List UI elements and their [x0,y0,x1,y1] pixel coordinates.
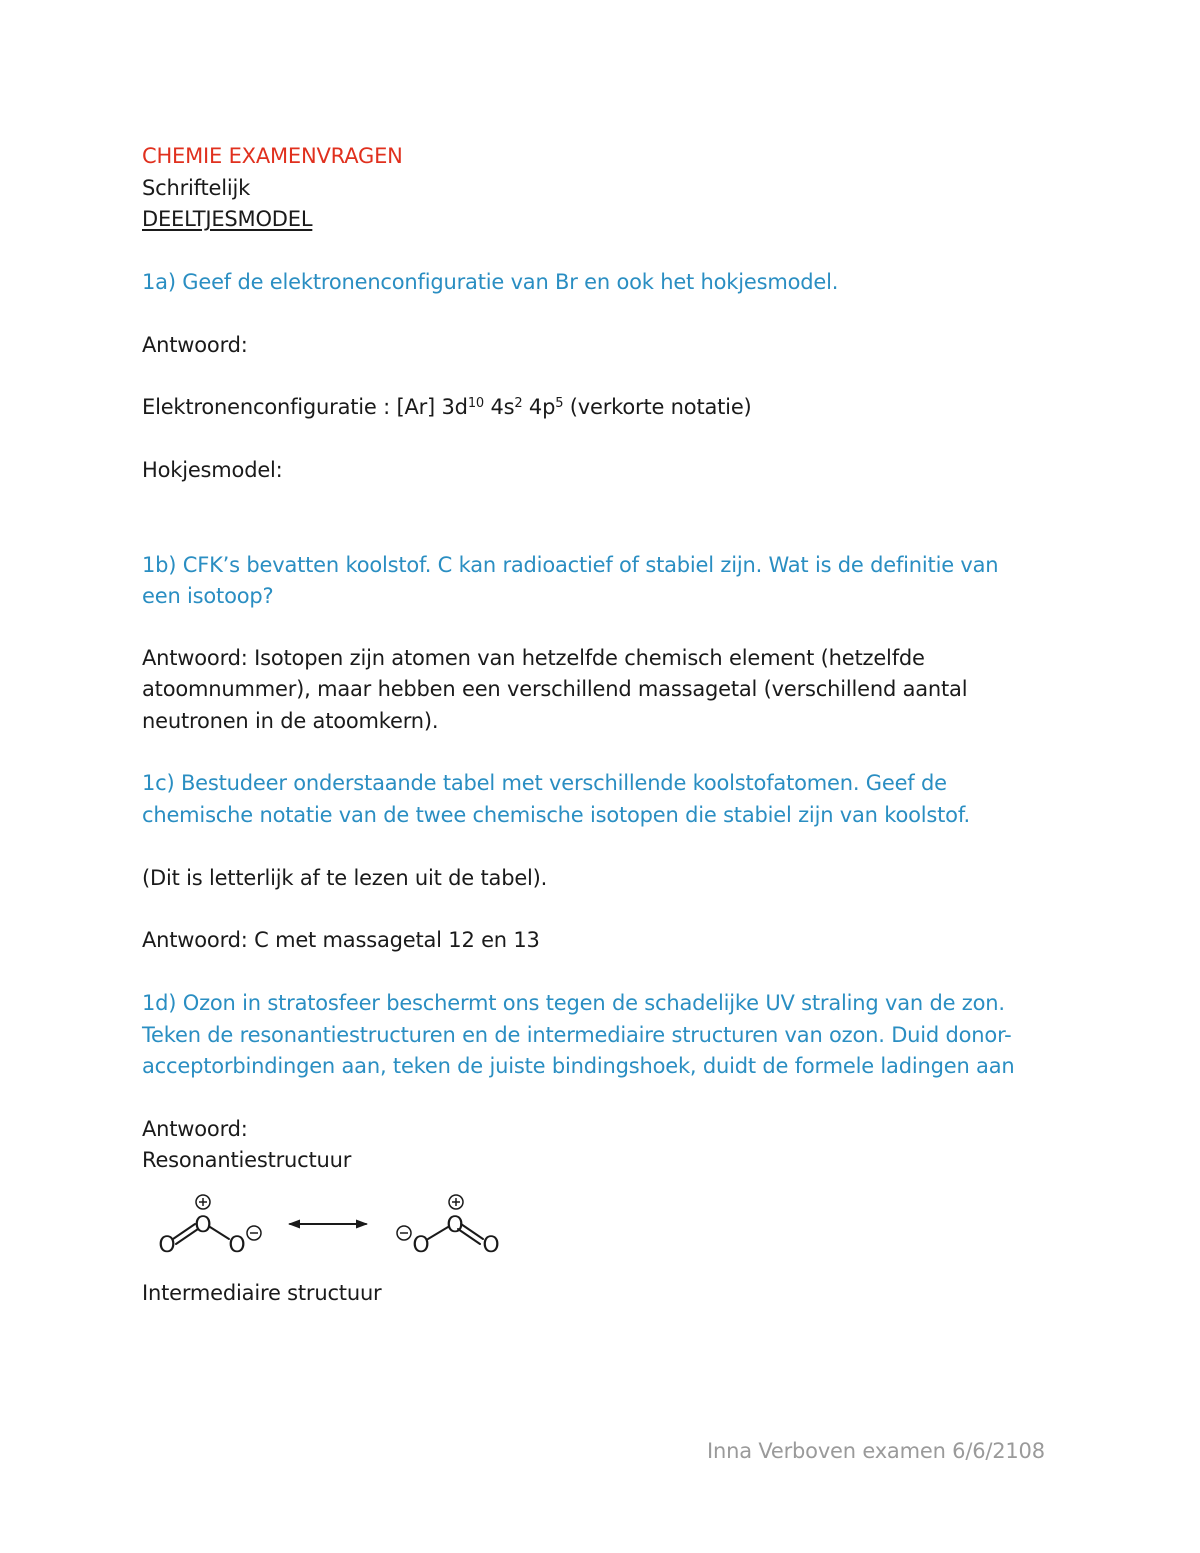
document-subtitle: Schriftelijk [142,176,251,200]
electron-configuration: Elektronenconfiguratie : [Ar] $3d^{10}$ $4s^2$ $4p^5$ (verkorte notatie) [142,395,752,419]
single-bond-right [428,1227,448,1239]
question-1c-line1: 1c) Bestudeer onderstaande tabel met verschillende koolstofatomen. Geef de [142,771,947,795]
question-1d-line1: 1d) Ozon in stratosfeer beschermt ons tegen de schadelijke UV straling van de zon. [142,991,1005,1015]
atom-o-center-1: O [194,1213,212,1238]
question-1b-line2: een isotoop? [142,584,274,608]
double-bond-right-a [461,1224,483,1239]
double-bond-left-a [173,1224,195,1239]
atom-o-left-1: O [158,1233,176,1258]
question-1b-line1: 1b) CFK’s bevatten koolstof. C kan radioactief of stabiel zijn. Wat is de definitie van [142,553,999,577]
question-1a: 1a) Geef de elektronenconfiguratie van Br en ook het hokjesmodel. [142,270,839,294]
question-1d-line2: Teken de resonantiestructuren en de intermediaire structuren van ozon. Duid donor- [142,1023,1012,1047]
atom-o-center-2: O [446,1213,464,1238]
atom-o-left-2: O [412,1233,430,1258]
note-1c: (Dit is letterlijk af te lezen uit de tabel). [142,866,548,890]
plus-charge-icon-2 [449,1195,463,1209]
arrow-head-right [356,1220,368,1229]
document-title: CHEMIE EXAMENVRAGEN [142,144,403,168]
hokjesmodel-label: Hokjesmodel: [142,458,283,482]
answer-1c: Antwoord: C met massagetal 12 en 13 [142,928,540,952]
minus-charge-icon-1 [247,1226,261,1240]
arrow-head-left [288,1220,300,1229]
atom-o-right-1: O [228,1233,246,1258]
single-bond-left [210,1227,229,1239]
answer-1b-line3: neutronen in de atoomkern). [142,709,439,733]
footer-author: Inna Verboven examen 6/6/2108 [707,1439,1045,1463]
minus-charge-icon-2 [397,1226,411,1240]
answer-label-1d: Antwoord: [142,1117,248,1141]
question-1d-line3: acceptorbindingen aan, teken de juiste bindingshoek, duidt de formele ladingen aan [142,1054,1015,1078]
atom-o-right-2: O [482,1233,500,1258]
intermediate-label: Intermediaire structuur [142,1281,382,1305]
resonance-label: Resonantiestructuur [142,1148,352,1172]
answer-1b-line1: Antwoord: Isotopen zijn atomen van hetzelfde chemisch element (hetzelfde [142,646,925,670]
answer-1b-line2: atoomnummer), maar hebben een verschillend massagetal (verschillend aantal [142,677,968,701]
section-heading: DEELTJESMODEL [142,207,313,231]
answer-label-1a: Antwoord: [142,333,248,357]
plus-charge-icon-1 [196,1195,210,1209]
question-1c-line2: chemische notatie van de twee chemische isotopen die stabiel zijn van koolstof. [142,803,970,827]
ozone-resonance-diagram [140,1186,520,1266]
